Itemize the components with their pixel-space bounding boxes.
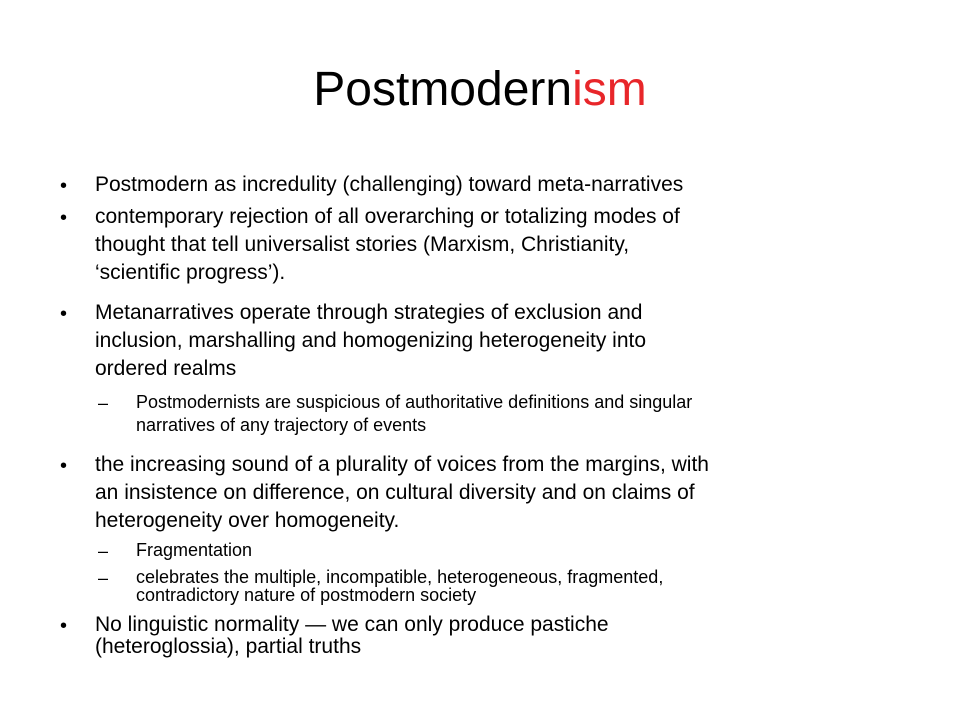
sub-bullet-3-line-2: contradictory nature of postmodern society xyxy=(136,585,477,605)
dash-marker: – xyxy=(98,541,109,561)
bullet-marker: • xyxy=(60,207,68,229)
bullet-3-line-3: ordered realms xyxy=(95,357,237,380)
bullet-1-line-1: Postmodern as incredulity (challenging) toward meta-narratives xyxy=(95,173,684,196)
sub-bullet-2-line-1: Fragmentation xyxy=(136,540,253,560)
bullet-marker: • xyxy=(60,303,68,325)
bullet-5-line-1: No linguistic normality — we can only produce pastiche xyxy=(95,613,609,636)
title-accent: ism xyxy=(572,63,647,116)
dash-marker: – xyxy=(98,568,109,588)
bullet-2-line-2: thought that tell universalist stories (Marxism, Christianity, xyxy=(95,233,630,256)
sub-bullet-1-line-1: Postmodernists are suspicious of authoritative definitions and singular xyxy=(136,392,693,412)
bullet-2-line-1: contemporary rejection of all overarching or totalizing modes of xyxy=(95,205,680,228)
dash-marker: – xyxy=(98,393,109,413)
bullet-3-line-2: inclusion, marshalling and homogenizing heterogeneity into xyxy=(95,329,647,352)
bullet-5-line-2: (heteroglossia), partial truths xyxy=(95,635,362,658)
bullet-4-line-2: an insistence on difference, on cultural diversity and on claims of xyxy=(95,481,695,504)
bullet-marker: • xyxy=(60,615,68,637)
bullet-2-line-3: ‘scientific progress’). xyxy=(95,261,286,284)
bullet-3-line-1: Metanarratives operate through strategies of exclusion and xyxy=(95,301,643,324)
bullet-4-line-3: heterogeneity over homogeneity. xyxy=(95,509,400,532)
bullet-marker: • xyxy=(60,175,68,197)
title-main: Postmodern xyxy=(313,63,573,116)
slide-title xyxy=(0,58,960,122)
sub-bullet-1-line-2: narratives of any trajectory of events xyxy=(136,415,427,435)
bullet-marker: • xyxy=(60,455,68,477)
bullet-4-line-1: the increasing sound of a plurality of voices from the margins, with xyxy=(95,453,709,476)
sub-bullet-3-line-1: celebrates the multiple, incompatible, heterogeneous, fragmented, xyxy=(136,567,664,587)
